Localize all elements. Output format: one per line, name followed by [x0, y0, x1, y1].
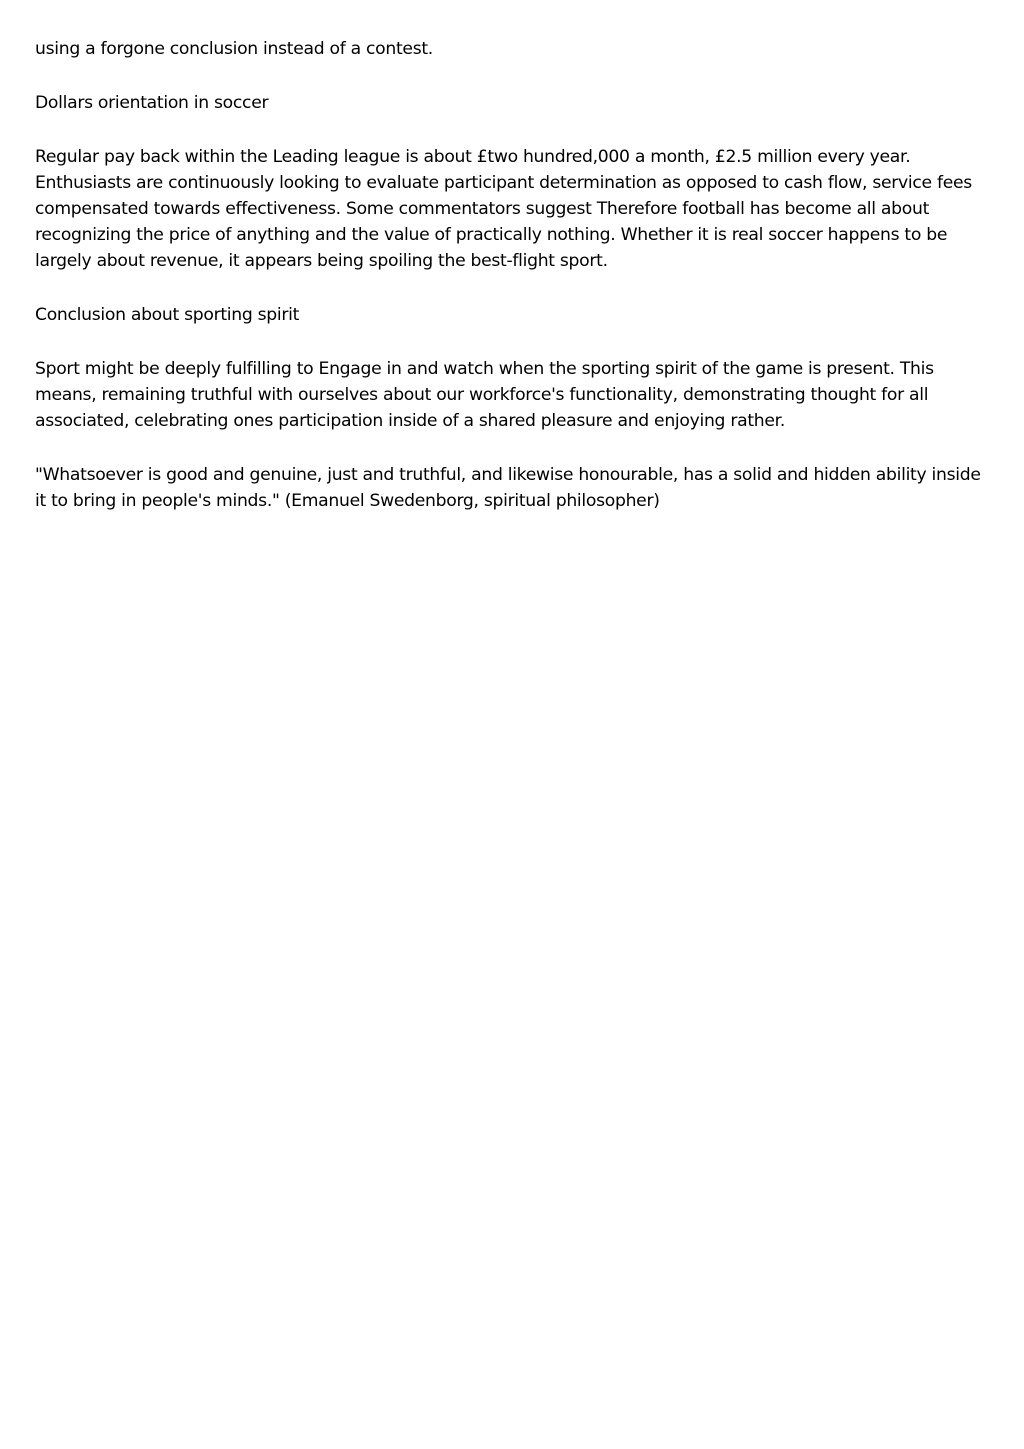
- section-heading-dollars: Dollars orientation in soccer: [35, 93, 269, 113]
- section-heading-conclusion: Conclusion about sporting spirit: [35, 305, 300, 325]
- paragraph-continuation: using a forgone conclusion instead of a contest.: [35, 39, 433, 59]
- paragraph-pay: Regular pay back within the Leading league is about £two hundred,000 a month, £2.5 million every year. Enthusiasts are continuously looking to evaluate participant determination as opposed to cash flow, service fees compensated towards effectiveness. Some commentators suggest Therefore football has become all about recognizing the price of anything and the value of practically nothing. Whether it is real soccer happens to be largely about revenue, it appears being spoiling the best-flight sport.: [35, 147, 972, 271]
- paragraph-sporting-spirit: Sport might be deeply fulfilling to Engage in and watch when the sporting spirit of the game is present. This means, remaining truthful with ourselves about our workforce's functionality, demonstrating thought for all associated, celebrating ones participation inside of a shared pleasure and enjoying rather.: [35, 359, 934, 431]
- quote-paragraph: "Whatsoever is good and genuine, just and truthful, and likewise honourable, has a solid and hidden ability inside it to bring in people's minds." (Emanuel Swedenborg, spiritual philosopher): [35, 465, 981, 511]
- document-page: [35, 36, 990, 542]
